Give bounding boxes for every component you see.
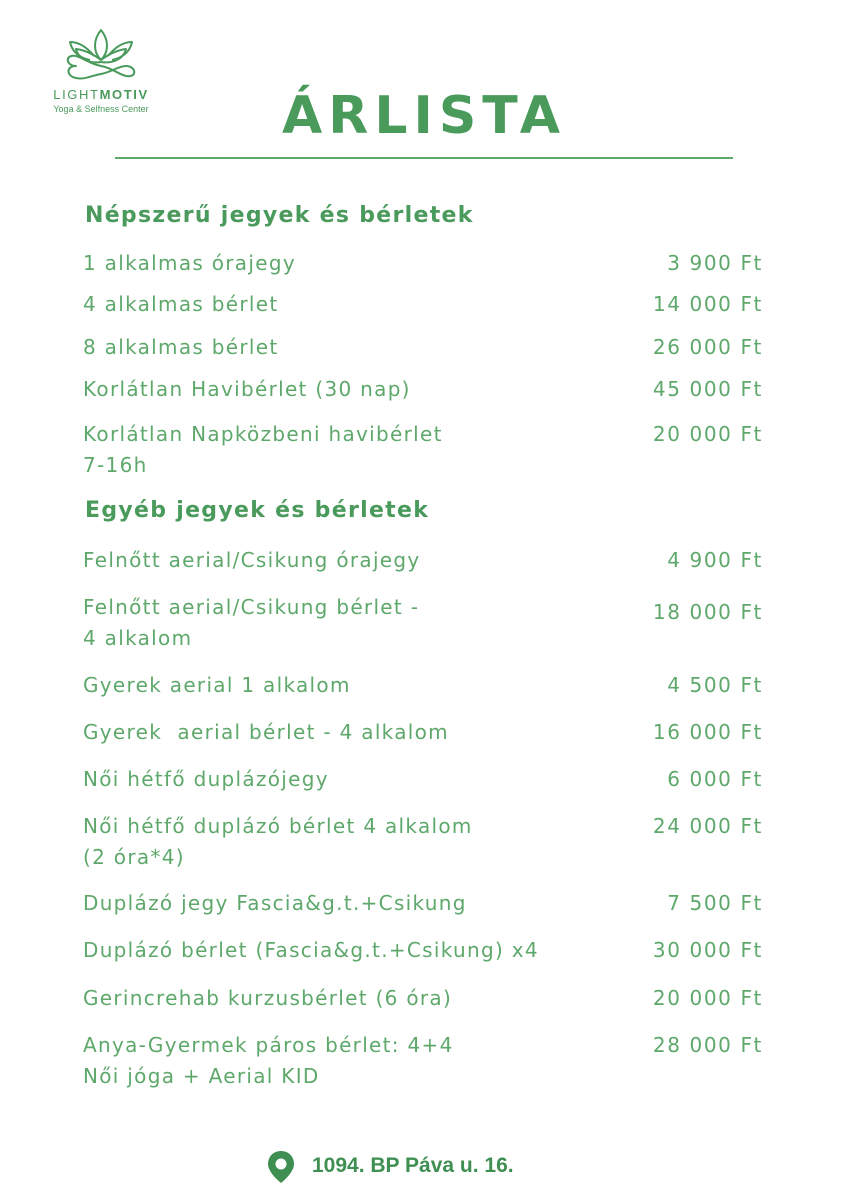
brand-name-bold: MOTIV [99, 87, 149, 102]
item-label-line: 4 alkalmas bérlet [83, 292, 279, 316]
item-label [83, 811, 623, 873]
item-price: 3 900 Ft [667, 251, 763, 275]
item-label-line: 1 alkalmas órajegy [83, 251, 296, 275]
item-label [83, 419, 623, 481]
item-price: 18 000 Ft [652, 600, 763, 624]
item-label [83, 670, 623, 701]
item-label [83, 983, 623, 1014]
page-title: ÁRLISTA [282, 86, 566, 146]
item-price: 20 000 Ft [652, 986, 763, 1010]
item-label [83, 888, 623, 919]
item-price: 30 000 Ft [652, 938, 763, 962]
item-label-line: 4 alkalom [83, 626, 193, 650]
item-label [83, 935, 623, 966]
item-price: 26 000 Ft [652, 335, 763, 359]
brand-tagline: Yoga & Selfness Center [53, 104, 149, 114]
item-price: 45 000 Ft [652, 377, 763, 401]
item-label-line: Női jóga + Aerial KID [83, 1064, 320, 1088]
item-price: 16 000 Ft [652, 720, 763, 744]
brand-name-light: LIGHT [53, 87, 100, 102]
item-price: 4 900 Ft [667, 548, 763, 572]
item-price: 28 000 Ft [652, 1033, 763, 1057]
item-label [83, 1030, 623, 1092]
item-label-line: 7-16h [83, 453, 148, 477]
item-label-line: Felnőtt aerial/Csikung bérlet - [83, 595, 420, 619]
item-price: 7 500 Ft [667, 891, 763, 915]
item-label [83, 764, 623, 795]
item-label-line: Korlátlan Napközbeni havibérlet [83, 422, 443, 446]
item-price: 14 000 Ft [652, 292, 763, 316]
item-label-line: Felnőtt aerial/Csikung órajegy [83, 548, 421, 572]
title-divider [115, 157, 733, 159]
item-label-line: Gyerek aerial 1 alkalom [83, 673, 351, 697]
item-label-line: 8 alkalmas bérlet [83, 335, 279, 359]
item-label [83, 332, 623, 363]
item-label [83, 592, 623, 654]
item-label [83, 545, 623, 576]
location-pin-icon [266, 1150, 296, 1184]
item-price: 4 500 Ft [667, 673, 763, 697]
item-label [83, 289, 623, 320]
item-label [83, 717, 623, 748]
item-label-line: Korlátlan Havibérlet (30 nap) [83, 377, 411, 401]
section-title-popular: Népszerű jegyek és bérletek [85, 203, 474, 228]
item-label [83, 248, 623, 279]
item-label-line: Női hétfő duplázójegy [83, 767, 329, 791]
item-label-line: (2 óra*4) [83, 845, 185, 869]
item-label-line: Női hétfő duplázó bérlet 4 alkalom [83, 814, 473, 838]
item-label-line: Gyerek aerial bérlet - 4 alkalom [83, 720, 449, 744]
item-price: 6 000 Ft [667, 767, 763, 791]
item-price: 20 000 Ft [652, 422, 763, 446]
item-label [83, 374, 623, 405]
item-label-line: Gerincrehab kurzusbérlet (6 óra) [83, 986, 453, 1010]
item-label-line: Anya-Gyermek páros bérlet: 4+4 [83, 1033, 454, 1057]
item-price: 24 000 Ft [652, 814, 763, 838]
item-label-line: Duplázó jegy Fascia&g.t.+Csikung [83, 891, 467, 915]
address-text: 1094. BP Páva u. 16. [312, 1154, 514, 1177]
section-title-other: Egyéb jegyek és bérletek [85, 498, 430, 523]
item-label-line: Duplázó bérlet (Fascia&g.t.+Csikung) x4 [83, 938, 539, 962]
lotus-icon [60, 26, 142, 86]
